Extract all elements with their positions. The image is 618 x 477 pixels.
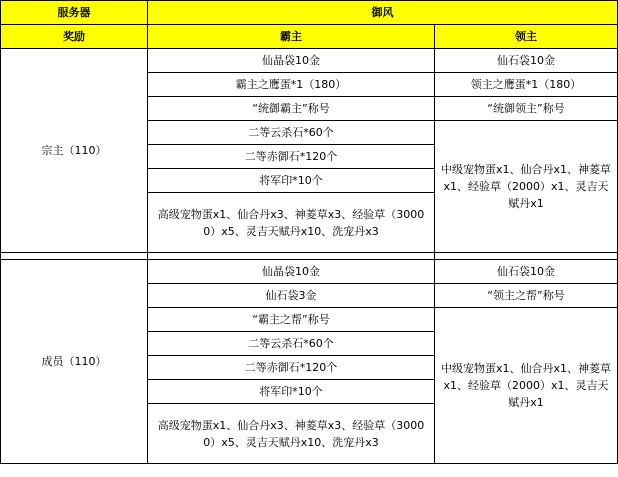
bazhu-reward-cell: 仙晶袋10金	[148, 260, 435, 284]
bazhu-reward-cell: 将军印*10个	[148, 380, 435, 404]
bazhu-reward-cell: “霸主之帮”称号	[148, 308, 435, 332]
lingzhu-reward-cell: 领主之鹰蛋*1（180）	[435, 73, 618, 97]
role-label-zongzhu: 宗主（110）	[1, 49, 148, 253]
reward-label: 奖励	[1, 25, 148, 49]
role-label-chengyuan: 成员（110）	[1, 260, 148, 464]
lingzhu-reward-cell: “领主之帮”称号	[435, 284, 618, 308]
bazhu-reward-cell: 二等云杀石*60个	[148, 332, 435, 356]
column-header-bazhu: 霸主	[148, 25, 435, 49]
lingzhu-reward-cell: 仙石袋10金	[435, 49, 618, 73]
bazhu-reward-cell: 仙晶袋10金	[148, 49, 435, 73]
bazhu-reward-cell: 二等云杀石*60个	[148, 121, 435, 145]
separator-row	[1, 253, 618, 260]
server-label: 服务器	[1, 1, 148, 25]
bazhu-reward-cell: 霸主之鹰蛋*1（180）	[148, 73, 435, 97]
bazhu-reward-cell: 高级宠物蛋x1、仙合丹x3、神菱草x3、经验草（30000）x5、灵吉天赋丹x10、洗宠丹x3	[148, 193, 435, 253]
bazhu-reward-cell: 仙石袋3金	[148, 284, 435, 308]
bazhu-reward-cell: 二等赤御石*120个	[148, 356, 435, 380]
bazhu-reward-cell: 二等赤御石*120个	[148, 145, 435, 169]
bazhu-reward-cell: 将军印*10个	[148, 169, 435, 193]
lingzhu-reward-cell: 中级宠物蛋x1、仙合丹x1、神菱草x1、经验草（2000）x1、灵吉天赋丹x1	[435, 121, 618, 253]
lingzhu-reward-cell: “统御领主”称号	[435, 97, 618, 121]
column-header-lingzhu: 领主	[435, 25, 618, 49]
table-row	[1, 260, 618, 284]
bazhu-reward-cell: 高级宠物蛋x1、仙合丹x3、神菱草x3、经验草（30000）x5、灵吉天赋丹x10、洗宠丹x3	[148, 404, 435, 464]
table-row	[1, 49, 618, 73]
lingzhu-reward-cell: 中级宠物蛋x1、仙合丹x1、神菱草x1、经验草（2000）x1、灵吉天赋丹x1	[435, 308, 618, 464]
header-row-reward	[1, 25, 618, 49]
header-row-server	[1, 1, 618, 25]
bazhu-reward-cell: “统御霸主”称号	[148, 97, 435, 121]
lingzhu-reward-cell: 仙石袋10金	[435, 260, 618, 284]
server-value: 御风	[148, 1, 618, 25]
